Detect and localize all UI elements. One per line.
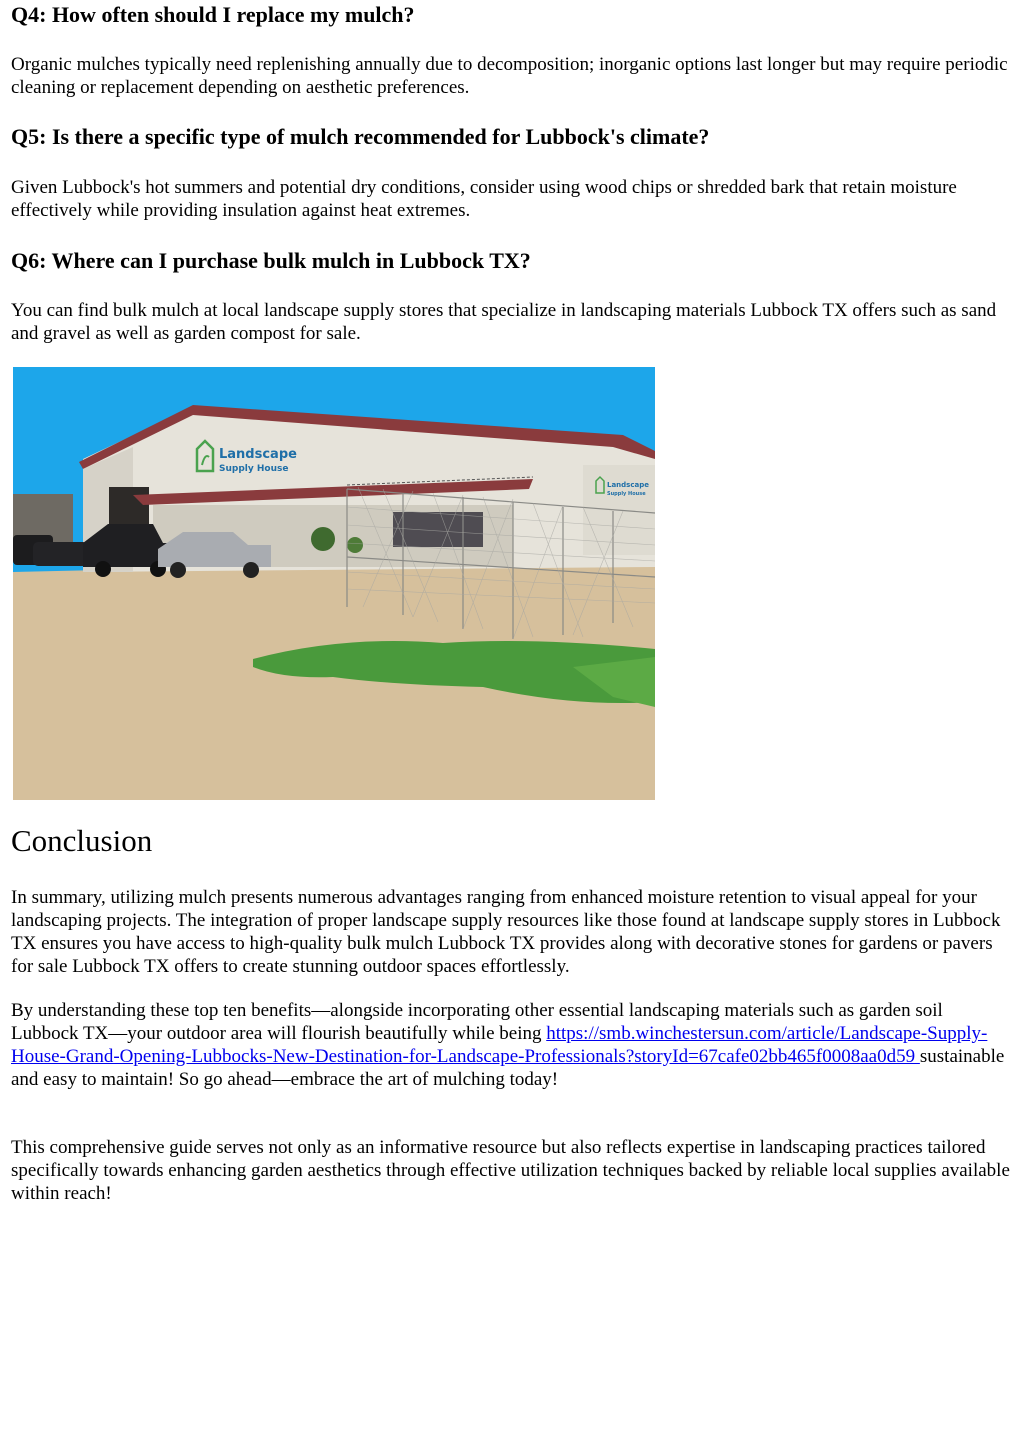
side-sign-line2: Supply House <box>607 491 646 497</box>
faq-answer-q5: Given Lubbock's hot summers and potential dry conditions, consider using wood chips or shredded bark that retain moisture effectively while providing insulation against heat extremes. <box>11 177 957 221</box>
faq-question-q5: Q5: Is there a specific type of mulch recommended for Lubbock's climate? <box>11 124 710 149</box>
conclusion-paragraph-2-text: By understanding these top ten benefits—alongside incorporating other essential landscaping materials such as garden soil Lubbock TX—your outdoor area will flourish beautifully while being <box>11 1000 943 1044</box>
landscape-supply-house-photo <box>13 367 655 800</box>
sign-line2: Supply House <box>219 464 289 474</box>
conclusion-paragraph-2-text-end: sustainable and easy to maintain! So go ahead—embrace the art of mulching today! <box>11 1046 1005 1090</box>
article-link[interactable]: https://smb.winchestersun.com/article/Landscape-Supply-House-Grand-Opening-Lubbocks-New-Destination-for-Landscape-Professionals?storyId=67cafe02bb465f0008aa0d59 <box>11 1023 988 1067</box>
faq-answer-q4: Organic mulches typically need replenishing annually due to decomposition; inorganic options last longer but may require periodic cleaning or replacement depending on aesthetic preferences. <box>11 54 1008 98</box>
conclusion-paragraph-3: This comprehensive guide serves not only as an informative resource but also reflects expertise in landscaping practices tailored specifically towards enhancing garden aesthetics through effective utilization techniques backed by reliable local supplies available within reach! <box>11 1137 1010 1204</box>
faq-question-q6: Q6: Where can I purchase bulk mulch in Lubbock TX? <box>11 248 531 273</box>
conclusion-heading: Conclusion <box>11 823 153 858</box>
conclusion-paragraph-2 <box>11 999 1015 1091</box>
faq-answer-q6: You can find bulk mulch at local landscape supply stores that specialize in landscaping materials Lubbock TX offers such as sand and gravel as well as garden compost for sale. <box>11 300 997 344</box>
conclusion-paragraph-1: In summary, utilizing mulch presents numerous advantages ranging from enhanced moisture retention to visual appeal for your landscaping projects. The integration of proper landscape supply resources like those found at landscape supply stores in Lubbock TX ensures you have access to high-quality bulk mulch Lubbock TX provides along with decorative stones for gardens or pavers for sale Lubbock TX offers to create stunning outdoor spaces effortlessly. <box>11 887 1001 977</box>
side-sign-line1: Landscape <box>607 481 649 489</box>
faq-question-q4: Q4: How often should I replace my mulch? <box>11 2 415 27</box>
sign-line1: Landscape <box>219 447 297 462</box>
